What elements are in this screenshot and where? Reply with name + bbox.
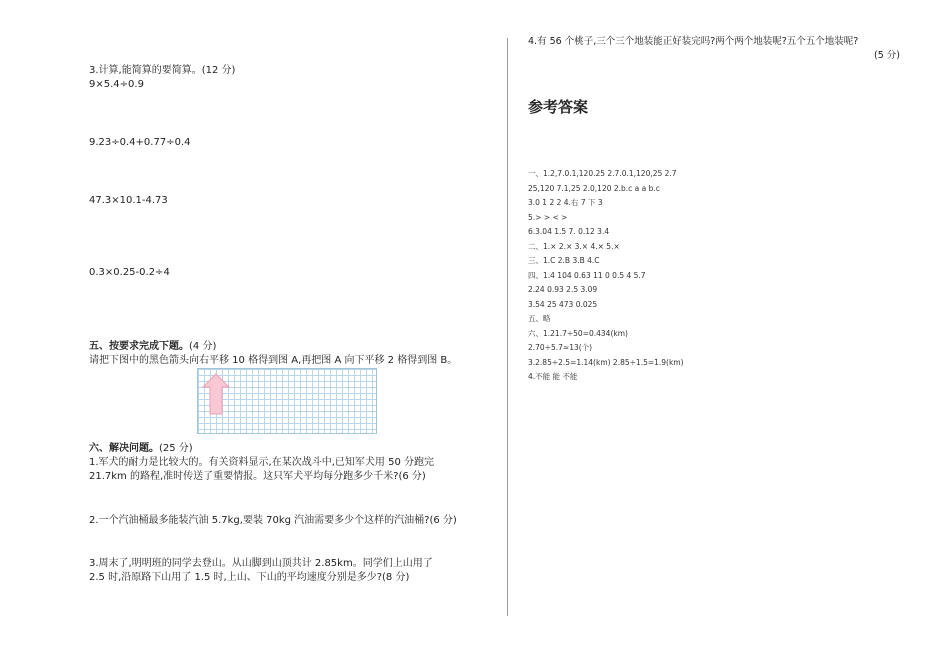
section-5-score: (4 分) [189,341,217,352]
answer-line-8: 四、1.4 104 0.63 11 0 0.5 4 5.7 [528,271,646,280]
answer-line-13: 2.70÷5.7≈13(个) [528,343,593,352]
answer-line-4: 5.> > < > [528,213,568,222]
up-arrow-icon [202,373,230,415]
answer-line-9: 2.24 0.93 2.5 3.09 [528,285,598,294]
answer-line-15: 4.不能 能 不能 [528,372,578,381]
section-6-heading [89,442,193,456]
column-divider [507,38,508,616]
q4-score: (5 分) [874,50,900,61]
problem-1-line-2: 21.7km 的路程,准时传送了重要情报。这只军犬平均每分跑多少千米?(6 分) [89,471,426,482]
answer-line-11: 五、略 [528,314,551,323]
section-5-title: 五、按要求完成下题。 [89,341,189,352]
q3-title: 3.计算,能简算的要简算。(12 分) [89,65,236,76]
answer-title: 参考答案 [528,98,589,116]
q3-item-2: 9.23÷0.4+0.77÷0.4 [89,137,191,148]
problem-3-line-2: 2.5 时,沿原路下山用了 1.5 时,上山、下山的平均速度分别是多少?(8 分) [89,572,410,583]
answer-line-7: 三、1.C 2.B 3.B 4.C [528,256,600,265]
answer-line-2: 25,120 7.1,25 2.0,120 2.b.c a a b.c [528,184,660,193]
section-6-score: (25 分) [159,443,193,454]
problem-3-line-1: 3.周末了,明明班的同学去登山。从山脚到山顶共计 2.85km。同学们上山用了 [89,558,433,569]
answer-line-5: 6.3.04 1.5 7. 0.12 3.4 [528,227,610,236]
section-5-heading [89,340,216,354]
section-5-instruction: 请把下图中的黑色箭头向右平移 10 格得到图 A,再把图 A 向下平移 2 格得到图 B。 [89,355,458,366]
answer-line-3: 3.0 1 2 2 4.右 7 下 3 [528,198,603,207]
problem-1-line-1: 1.军犬的耐力是比较大的。有关资料显示,在某次战斗中,已知军犬用 50 分跑完 [89,457,434,468]
answer-line-10: 3.54 25 473 0.025 [528,300,598,309]
section-6-title: 六、解决问题。 [89,443,159,454]
q3-item-3: 47.3×10.1-4.73 [89,195,168,206]
answer-line-6: 二、1.× 2.× 3.× 4.× 5.× [528,242,620,251]
problem-2: 2.一个汽油桶最多能装汽油 5.7kg,要装 70kg 汽油需要多少个这样的汽油桶?(6 分) [89,515,457,526]
answer-line-12: 六、1.21.7÷50=0.434(km) [528,329,628,338]
q3-item-4: 0.3×0.25-0.2÷4 [89,267,170,278]
q4-text: 4.有 56 个桃子,三个三个地装能正好装完吗?两个两个地装呢?五个五个地装呢? [528,36,859,47]
q3-item-1: 9×5.4÷0.9 [89,79,144,90]
answer-line-1: 一、1.2,7.0.1,120.25 2.7.0.1,120,25 2.7 [528,169,677,178]
answer-line-14: 3.2.85÷2.5=1.14(km) 2.85÷1.5=1.9(km) [528,358,684,367]
